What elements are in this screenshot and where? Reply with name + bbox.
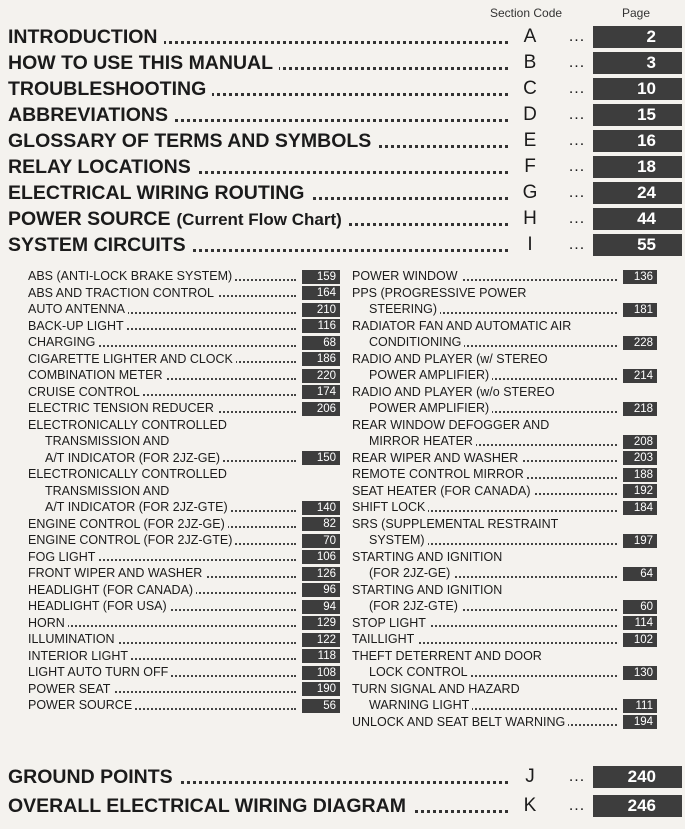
circuit-label: STEERING): [352, 301, 440, 318]
circuit-entry[interactable]: [352, 268, 657, 285]
section-ellipsis: ...: [568, 210, 586, 227]
circuit-label: STARTING AND IGNITION: [352, 549, 503, 564]
section-code: F: [524, 156, 536, 177]
circuit-entry[interactable]: [352, 714, 657, 731]
page-number-box: 130: [623, 666, 657, 680]
page-number-box: 55: [593, 234, 682, 256]
circuit-entry[interactable]: [28, 631, 340, 648]
circuit-entry[interactable]: [352, 549, 657, 582]
circuit-entry[interactable]: [28, 549, 340, 566]
circuit-entry[interactable]: [352, 466, 657, 483]
page-number-box: 129: [302, 616, 340, 630]
circuit-entry[interactable]: [352, 351, 657, 384]
section-code: K: [523, 795, 537, 816]
section-title-suffix: (Current Flow Chart): [176, 210, 342, 229]
section-title-text: OVERALL ELECTRICAL WIRING DIAGRAM: [8, 795, 406, 817]
section-title-text: GLOSSARY OF TERMS AND SYMBOLS: [8, 130, 372, 152]
section-title: [8, 128, 377, 154]
circuit-entry[interactable]: [28, 285, 340, 302]
page-number-box: 203: [623, 451, 657, 465]
page-number-box: 192: [623, 484, 657, 498]
circuit-entry[interactable]: [28, 466, 340, 516]
section-row[interactable]: [8, 154, 682, 180]
section-title: [8, 24, 164, 50]
circuit-entry[interactable]: [352, 384, 657, 417]
section-code: G: [522, 182, 538, 203]
page-number-box: 70: [302, 534, 340, 548]
circuit-entry[interactable]: [28, 351, 340, 368]
circuit-entry[interactable]: [28, 532, 340, 549]
circuit-entry[interactable]: [28, 664, 340, 681]
section-title: [8, 76, 212, 102]
circuit-entry[interactable]: [28, 615, 340, 632]
circuit-label: ELECTRONICALLY CONTROLLED: [28, 417, 227, 432]
circuit-label: INTERIOR LIGHT: [28, 648, 131, 665]
circuit-label: (FOR 2JZ-GTE): [352, 598, 461, 615]
page-number-box: 246: [593, 795, 682, 817]
section-title: [8, 232, 192, 258]
page-number-box: 15: [593, 104, 682, 126]
circuit-label: ELECTRONICALLY CONTROLLED: [28, 467, 227, 481]
section-row[interactable]: [8, 180, 682, 206]
circuit-entry[interactable]: [352, 285, 657, 318]
circuit-label: RADIATOR FAN AND AUTOMATIC AIR: [352, 318, 572, 333]
section-ellipsis: ...: [568, 797, 586, 814]
circuit-entry[interactable]: [28, 384, 340, 401]
section-ellipsis: ...: [568, 28, 586, 45]
circuit-label: COMBINATION METER: [28, 367, 166, 384]
page-number-box: 208: [623, 435, 657, 449]
page-number-box: 82: [302, 517, 340, 531]
section-row[interactable]: [8, 102, 682, 128]
circuit-label: ABS AND TRACTION CONTROL: [28, 285, 217, 302]
page-number-box: 3: [593, 52, 682, 74]
page-number-box: 16: [593, 130, 682, 152]
circuit-label: ENGINE CONTROL (FOR 2JZ-GE): [28, 516, 228, 533]
circuit-label: MIRROR HEATER: [352, 433, 476, 450]
circuit-entry[interactable]: [28, 301, 340, 318]
page-number-box: 118: [302, 649, 340, 663]
page-number-box: 126: [302, 567, 340, 581]
circuits-left-column: [28, 268, 340, 714]
circuit-label: POWER WINDOW: [352, 268, 461, 285]
circuit-entry[interactable]: [352, 681, 657, 714]
section-row[interactable]: [8, 793, 682, 819]
circuit-entry[interactable]: [352, 615, 657, 632]
circuit-label: CONDITIONING: [352, 334, 464, 351]
page-number-box: 108: [302, 666, 340, 680]
page-number-box: 111: [623, 699, 657, 713]
page-number-box: 116: [302, 319, 340, 333]
page-number-box: 24: [593, 182, 682, 204]
circuit-label: HORN: [28, 615, 68, 632]
circuit-entry[interactable]: [352, 417, 657, 450]
page-number-box: 210: [302, 303, 340, 317]
circuit-label: TAILLIGHT: [352, 631, 417, 648]
page-number-box: 164: [302, 286, 340, 300]
section-title: [8, 154, 197, 180]
section-title: [8, 764, 179, 790]
section-code: B: [523, 52, 537, 73]
circuit-label: POWER AMPLIFIER): [352, 400, 492, 417]
circuit-entry[interactable]: [28, 697, 340, 714]
circuit-label: CRUISE CONTROL: [28, 384, 143, 401]
section-ellipsis: ...: [568, 80, 586, 97]
circuit-label: TRANSMISSION AND: [45, 434, 170, 448]
section-title: [8, 180, 310, 206]
page-number-box: 56: [302, 699, 340, 713]
page-number-box: 106: [302, 550, 340, 564]
section-row[interactable]: [8, 764, 682, 790]
circuit-label: THEFT DETERRENT AND DOOR: [352, 648, 542, 663]
page-number-box: 136: [623, 270, 657, 284]
page-number-box: 140: [302, 501, 340, 515]
circuit-entry[interactable]: [352, 631, 657, 648]
circuit-label: SHIFT LOCK: [352, 499, 428, 516]
section-code: H: [523, 208, 537, 229]
circuit-label: RADIO AND PLAYER (w/ STEREO: [352, 351, 548, 366]
page-number-box: 68: [302, 336, 340, 350]
page-number-box: 218: [623, 402, 657, 416]
circuit-label: LOCK CONTROL: [352, 664, 471, 681]
page-number-box: 150: [302, 451, 340, 465]
circuit-label: AUTO ANTENNA: [28, 301, 128, 318]
circuit-entry[interactable]: [28, 268, 340, 285]
section-title-text: POWER SOURCE: [8, 208, 171, 230]
circuit-entry[interactable]: [28, 648, 340, 665]
section-title: [8, 102, 174, 128]
section-title-text: TROUBLESHOOTING: [8, 78, 207, 100]
circuit-label: REMOTE CONTROL MIRROR: [352, 466, 527, 483]
circuit-label: REAR WIPER AND WASHER: [352, 450, 521, 467]
page-number-box: 102: [623, 633, 657, 647]
section-title: [8, 793, 412, 819]
circuit-label: CIGARETTE LIGHTER AND CLOCK: [28, 351, 236, 368]
circuit-label: SEAT HEATER (FOR CANADA): [352, 483, 534, 500]
section-row[interactable]: [8, 76, 682, 102]
circuit-label: POWER SOURCE: [28, 697, 135, 714]
circuit-entry[interactable]: [28, 367, 340, 384]
circuit-entry[interactable]: [352, 450, 657, 467]
page-number-box: 10: [593, 78, 682, 100]
circuit-entry[interactable]: [28, 598, 340, 615]
circuit-label: SRS (SUPPLEMENTAL RESTRAINT: [352, 516, 559, 531]
circuit-label: RADIO AND PLAYER (w/o STEREO: [352, 384, 555, 399]
section-title-text: SYSTEM CIRCUITS: [8, 234, 186, 256]
circuit-label: ABS (ANTI-LOCK BRAKE SYSTEM): [28, 268, 235, 285]
page-number-box: 2: [593, 26, 682, 48]
section-title: [8, 206, 348, 233]
section-row[interactable]: [8, 50, 682, 76]
circuit-label: TRANSMISSION AND: [45, 483, 170, 498]
circuit-label: REAR WINDOW DEFOGGER AND: [352, 417, 550, 432]
circuit-entry[interactable]: [352, 499, 657, 516]
circuit-label: BACK-UP LIGHT: [28, 318, 127, 335]
page-number-box: 181: [623, 303, 657, 317]
section-ellipsis: ...: [568, 158, 586, 175]
section-title-text: GROUND POINTS: [8, 766, 173, 788]
section-title-text: HOW TO USE THIS MANUAL: [8, 52, 274, 74]
page-number-box: 214: [623, 369, 657, 383]
page-number-box: 206: [302, 402, 340, 416]
circuit-label: HEADLIGHT (FOR CANADA): [28, 582, 196, 599]
circuit-label: POWER AMPLIFIER): [352, 367, 492, 384]
page-number-box: 18: [593, 156, 682, 178]
page-number-box: 64: [623, 567, 657, 581]
circuit-label: STOP LIGHT: [352, 615, 429, 632]
circuit-label: ENGINE CONTROL (FOR 2JZ-GTE): [28, 532, 235, 549]
page-number-box: 159: [302, 270, 340, 284]
circuit-label: (FOR 2JZ-GE): [352, 565, 453, 582]
page-number-box: 194: [623, 715, 657, 729]
section-title-text: RELAY LOCATIONS: [8, 156, 191, 178]
section-ellipsis: ...: [568, 132, 586, 149]
section-title-text: ELECTRICAL WIRING ROUTING: [8, 182, 305, 204]
section-code: C: [523, 78, 537, 99]
section-code: I: [527, 234, 533, 255]
circuit-entry[interactable]: [28, 417, 340, 467]
circuit-entry[interactable]: [28, 400, 340, 417]
section-ellipsis: ...: [568, 54, 586, 71]
dot-leader: [28, 625, 296, 627]
circuit-label: TURN SIGNAL AND HAZARD: [352, 681, 520, 696]
page-number-box: 186: [302, 352, 340, 366]
circuit-entry[interactable]: [352, 582, 657, 615]
circuit-label: SYSTEM): [352, 532, 428, 549]
circuit-entry[interactable]: [352, 648, 657, 681]
section-title-text: INTRODUCTION: [8, 26, 158, 48]
circuit-entry[interactable]: [352, 318, 657, 351]
circuit-entry[interactable]: [28, 334, 340, 351]
circuit-label: PPS (PROGRESSIVE POWER: [352, 285, 527, 300]
circuit-entry[interactable]: [28, 565, 340, 582]
section-title-text: ABBREVIATIONS: [8, 104, 168, 126]
circuit-label: FRONT WIPER AND WASHER: [28, 565, 205, 582]
section-row[interactable]: [8, 128, 682, 154]
header-page: Page: [622, 6, 651, 20]
circuit-entry[interactable]: [28, 516, 340, 533]
circuit-entry[interactable]: [28, 681, 340, 698]
circuit-entry[interactable]: [352, 483, 657, 500]
section-ellipsis: ...: [568, 184, 586, 201]
circuits-right-column: [352, 268, 657, 730]
circuit-label: FOG LIGHT: [28, 549, 98, 566]
circuit-label: UNLOCK AND SEAT BELT WARNING: [352, 714, 568, 731]
page-number-box: 44: [593, 208, 682, 230]
section-title: [8, 50, 279, 76]
circuit-label: LIGHT AUTO TURN OFF: [28, 664, 171, 681]
section-code: J: [525, 766, 535, 787]
circuit-entry[interactable]: [28, 318, 340, 335]
circuit-label: HEADLIGHT (FOR USA): [28, 598, 170, 615]
section-ellipsis: ...: [568, 106, 586, 123]
page-number-box: 220: [302, 369, 340, 383]
circuit-label: WARNING LIGHT: [352, 697, 472, 714]
page-number-box: 122: [302, 633, 340, 647]
section-ellipsis: ...: [568, 768, 586, 785]
section-code: E: [523, 130, 537, 151]
page-number-box: 188: [623, 468, 657, 482]
circuit-label: STARTING AND IGNITION: [352, 582, 503, 597]
section-ellipsis: ...: [568, 236, 586, 253]
page-number-box: 174: [302, 385, 340, 399]
circuit-label: ELECTRIC TENSION REDUCER: [28, 400, 217, 417]
section-row[interactable]: [8, 232, 682, 258]
circuit-entry[interactable]: [28, 582, 340, 599]
page-number-box: 184: [623, 501, 657, 515]
page-number-box: 96: [302, 583, 340, 597]
section-row[interactable]: [8, 24, 682, 50]
section-row[interactable]: [8, 206, 682, 232]
section-code: D: [523, 104, 537, 125]
page-number-box: 228: [623, 336, 657, 350]
page-number-box: 114: [623, 616, 657, 630]
circuit-label: ILLUMINATION: [28, 631, 118, 648]
header-section-code: Section Code: [490, 6, 563, 20]
page-number-box: 94: [302, 600, 340, 614]
circuit-label: A/T INDICATOR (FOR 2JZ-GTE): [28, 499, 231, 516]
circuit-label: CHARGING: [28, 334, 98, 351]
page-number-box: 60: [623, 600, 657, 614]
circuit-label: A/T INDICATOR (FOR 2JZ-GE): [28, 450, 223, 467]
section-code: A: [523, 26, 537, 47]
page-number-box: 197: [623, 534, 657, 548]
circuit-label: POWER SEAT: [28, 681, 113, 698]
page-number-box: 240: [593, 766, 682, 788]
page-number-box: 190: [302, 682, 340, 696]
circuit-entry[interactable]: [352, 516, 657, 549]
